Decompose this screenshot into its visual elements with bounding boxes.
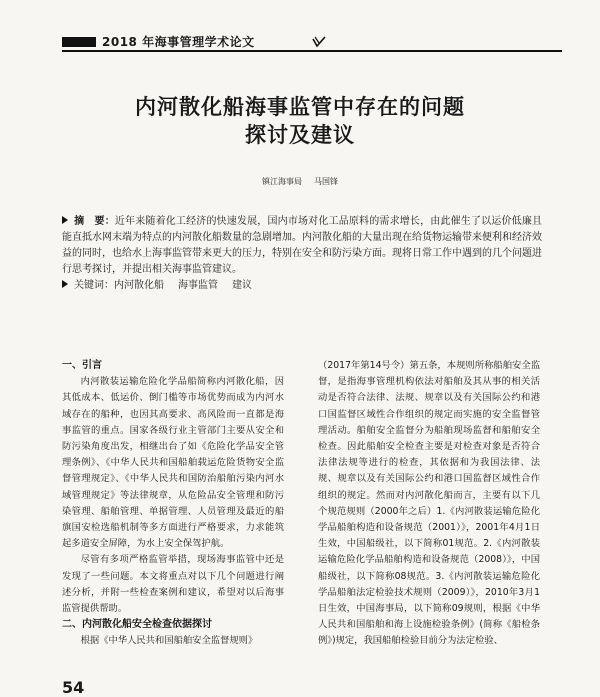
running-header [62, 34, 562, 50]
body-paragraph: 根据《中华人民共和国船舶安全监督规则》 [80, 635, 258, 647]
page-number: 54 [62, 678, 85, 697]
journal-name: 2018 年海事管理学术论文 [102, 35, 255, 49]
header-black-bar [62, 37, 96, 47]
triangle-bullet-icon [62, 280, 68, 288]
body-paragraph: （2017年第14号令）第五条，本规则所称船舶安全监督，是指海事管理机构依法对船舶及其从事的相关活动是否符合法律、法规、规章以及有关国际公约和港口国监督区域性合作组织的规定而实施的安全监督管理活动。船舶安全监督分为船舶现场监督和船舶安全检查。因此船舶安全检查主要是对检查对象是否符合法律法规等进行的检查，其依据和为我国法律、法规、规章以及有关国际公约和港口国监督区域性合作组织的规定。然而对内河散化船而言，主要有以下几个规范规则（2000年之后）1.《内河散装运输危险化学品船舶构造和设备规范（2001）》，2001年4月1日生效，中国船级社，以下简称01规范。2.《内河散装运输危险化学品船舶构造和设备规范（2008）》，中国船级社，以下简称08规范。3.《内河散装运输危险化学品船舶法定检验技术规则（2009）》，2010年3月1日生效，中国海事局，以下简称09规则，根据《中华人民共和国船舶和海上设施检验条例》(简称《船检条例》)规定，我国船舶检验目前分为法定检验、 [318, 360, 540, 647]
author-affiliation: 镇江海事局 [262, 177, 302, 186]
left-column [62, 358, 284, 650]
keyword: 建议 [232, 280, 252, 291]
paper-title-line2: 探讨及建议 [245, 123, 355, 147]
section-heading-inspection-basis: 二、内河散化船安全检查依据探讨 [62, 619, 212, 631]
abstract-paragraph [62, 214, 542, 278]
body-paragraph: 尽管有多项严格监管举措，现场海事监管中还是发现了一些问题。本文将重点对以下几个问题进行阐述分析，并附一些检查案例和建议，希望对以后海事监管提供帮助。 [62, 554, 284, 615]
section-heading-introduction: 一、引言 [62, 360, 102, 371]
abstract-label: 摘 要： [74, 216, 115, 227]
triangle-bullet-icon [62, 216, 68, 224]
paper-title-line1: 内河散化船海事监管中存在的问题 [135, 95, 465, 119]
abstract-block [62, 214, 542, 294]
abstract-text: 近年来随着化工经济的快速发展，国内市场对化工品原料的需求增长，由此催生了以运价低廉且能直抵水网末端为特点的内河散化船数量的急剧增加。内河散化船的大量出现在给货物运输带来便利和经济效益的同时，也给水上海事监管带来更大的压力，特别在安全和防污染方面。现将日常工作中遇到的几个问题进行思考探讨，并提出相关海事监管建议。 [62, 216, 543, 275]
keyword: 海事监管 [178, 280, 218, 291]
author-line [0, 176, 600, 188]
header-rule [62, 50, 562, 52]
keywords-label: 关键词： [74, 280, 114, 291]
keywords-row [62, 278, 542, 294]
body-paragraph: 内河散装运输危险化学品船简称内河散化船，因其低成本、低运价、倒门槛等市场优势而成为内河水域存在的船种，也因其高要求、高风险而一直都是海事监管的重点。国家各级行业主管部门主要从安全和防污染角度出发，相继出台了如《危险化学品安全管理条例》、《中华人民共和国船舶载运危险货物安全监督管理规定》、《中华人民共和国防治船舶污染内河水域管理规定》等法律规章，从危险品安全管理和防污染管理、船舶管理、单据管理、人员管理及最近的船旗国安检选船机制等多方面进行严格要求，力求能筑起多道安全屏障，为水上安全保驾护航。 [62, 376, 284, 550]
pen-mark-icon [312, 35, 326, 49]
right-column [318, 358, 540, 650]
keyword: 内河散化船 [114, 280, 164, 291]
author-name: 马国锋 [314, 177, 338, 186]
